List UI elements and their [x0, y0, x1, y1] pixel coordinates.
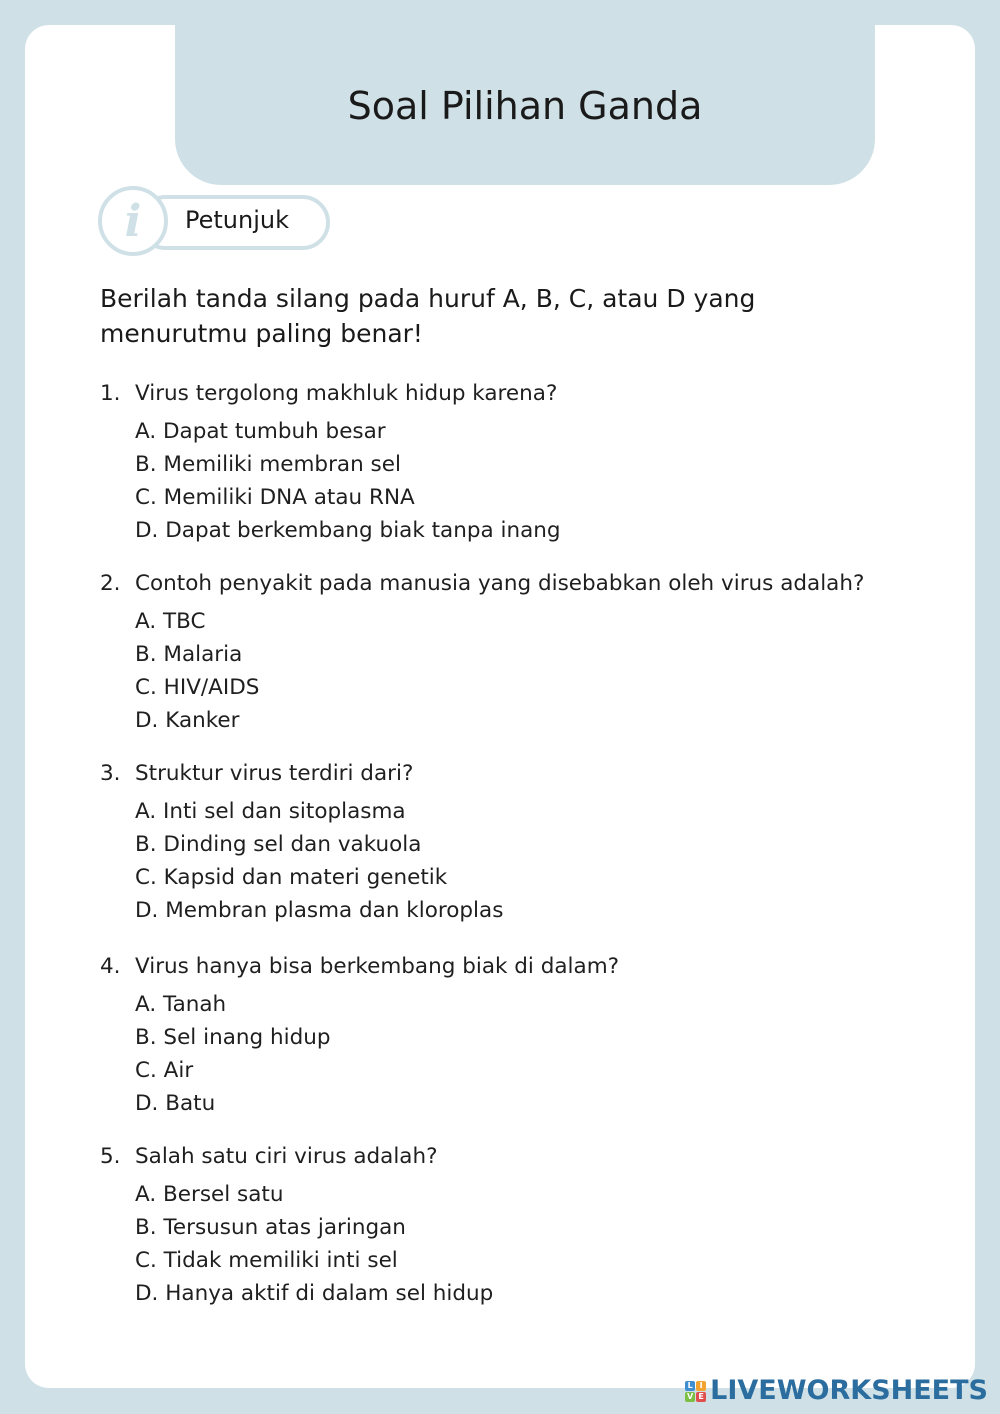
- page-title: Soal Pilihan Ganda: [347, 84, 703, 128]
- option-c[interactable]: C. Tidak memiliki inti sel: [135, 1248, 398, 1273]
- question-text: Salah satu ciri virus adalah?: [135, 1144, 438, 1169]
- option-a[interactable]: A. Dapat tumbuh besar: [135, 419, 386, 444]
- option-c[interactable]: C. Air: [135, 1058, 194, 1083]
- option-b[interactable]: B. Tersusun atas jaringan: [135, 1215, 406, 1240]
- options-list: [135, 1178, 493, 1310]
- option-d[interactable]: D. Hanya aktif di dalam sel hidup: [135, 1281, 494, 1306]
- question-number: 4.: [100, 954, 121, 979]
- options-list: [135, 415, 561, 547]
- option-b[interactable]: B. Sel inang hidup: [135, 1025, 331, 1050]
- info-icon: [98, 186, 168, 256]
- question-4: [100, 954, 920, 1116]
- question-5: [100, 1144, 920, 1306]
- logo-letter: I: [696, 1381, 706, 1391]
- question-number: 2.: [100, 571, 121, 596]
- question-number: 5.: [100, 1144, 121, 1169]
- option-c[interactable]: C. HIV/AIDS: [135, 675, 260, 700]
- option-d[interactable]: D. Membran plasma dan kloroplas: [135, 898, 504, 923]
- option-b[interactable]: B. Memiliki membran sel: [135, 452, 401, 477]
- option-b[interactable]: B. Dinding sel dan vakuola: [135, 832, 422, 857]
- question-text: Contoh penyakit pada manusia yang disebabkan oleh virus adalah?: [135, 571, 865, 596]
- option-d[interactable]: D. Batu: [135, 1091, 216, 1116]
- option-c[interactable]: C. Memiliki DNA atau RNA: [135, 485, 415, 510]
- logo-letter: E: [696, 1392, 706, 1402]
- option-d[interactable]: D. Dapat berkembang biak tanpa inang: [135, 518, 561, 543]
- hint-box: [98, 186, 326, 256]
- option-d[interactable]: D. Kanker: [135, 708, 240, 733]
- options-list: [135, 988, 331, 1120]
- question-text: Virus hanya bisa berkembang biak di dalam?: [135, 954, 620, 979]
- question-1: [100, 381, 920, 543]
- question-text: Struktur virus terdiri dari?: [135, 761, 414, 786]
- options-list: [135, 605, 259, 737]
- question-2: [100, 571, 920, 733]
- option-a[interactable]: A. Inti sel dan sitoplasma: [135, 799, 406, 824]
- liveworksheets-logo-icon: [685, 1381, 706, 1402]
- option-a[interactable]: A. Tanah: [135, 992, 227, 1017]
- instruction-text: Berilah tanda silang pada huruf A, B, C, atau D yang menurutmu paling benar!: [100, 284, 756, 348]
- option-a[interactable]: A. TBC: [135, 609, 206, 634]
- option-b[interactable]: B. Malaria: [135, 642, 243, 667]
- question-3: [100, 761, 920, 923]
- logo-letter: L: [685, 1381, 695, 1391]
- option-a[interactable]: A. Bersel satu: [135, 1182, 284, 1207]
- hint-label: Petunjuk: [185, 206, 289, 234]
- brand-name: LIVEWORKSHEETS: [710, 1375, 988, 1406]
- logo-letter: V: [687, 1391, 694, 1401]
- footer-brand: [685, 1376, 988, 1406]
- option-c[interactable]: C. Kapsid dan materi genetik: [135, 865, 448, 890]
- options-list: [135, 795, 503, 927]
- info-icon-glyph: i: [124, 196, 142, 247]
- question-number: 1.: [100, 381, 121, 406]
- question-text: Virus tergolong makhluk hidup karena?: [135, 381, 558, 406]
- question-number: 3.: [100, 761, 121, 786]
